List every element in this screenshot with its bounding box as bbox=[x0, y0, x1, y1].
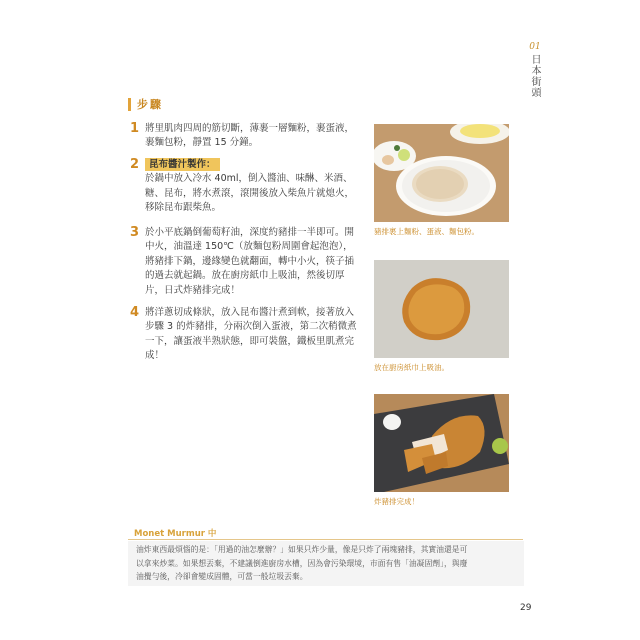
murmur-line-3: 油攪勻後，冷卻會變成固體，可當一般垃圾丟棄。 bbox=[136, 572, 308, 582]
chapter-header bbox=[528, 42, 542, 98]
section-accent-bar bbox=[128, 98, 131, 111]
step-number: 3 bbox=[130, 225, 140, 240]
photo-breading bbox=[374, 124, 509, 222]
photo-caption: 放在廚房紙巾上吸油。 bbox=[374, 363, 449, 372]
murmur-divider bbox=[128, 539, 523, 540]
section-heading bbox=[128, 96, 163, 112]
step-text: 於鍋中放入冷水 40ml，倒入醬油、味醂、米酒、糖、昆布，將水煮滾，滾開後放入柴魚片就熄火，移除昆布跟柴魚。 bbox=[145, 173, 355, 214]
step-subtitle: 昆布醬汁製作： bbox=[145, 158, 220, 171]
step-number: 1 bbox=[130, 121, 140, 136]
step-number: 4 bbox=[130, 305, 140, 320]
page-number: 29 bbox=[520, 603, 532, 613]
step-4 bbox=[130, 306, 360, 364]
chapter-title: 日本街頭 bbox=[529, 54, 540, 98]
step-number: 2 bbox=[130, 157, 140, 172]
murmur-line-1: 油炸東西最煩惱的是：「用過的油怎麼辦？」如果只炸少量，像是只炸了兩塊豬排，其實油還是可 bbox=[136, 545, 468, 554]
chapter-number: 01 bbox=[529, 42, 541, 52]
step-text: 將里肌肉四周的筋切斷，薄裹一層麵粉，裹蛋液，裹麵包粉，靜置 15 分鐘。 bbox=[145, 123, 355, 149]
step-text: 將洋蔥切成條狀，放入昆布醬汁煮到軟，接著放入步驟 3 的炸豬排，分兩次倒入蛋液，第二次稍微煮一下，讓蛋液半熟狀態，即可裝盤，鐵板里肌煮完成！ bbox=[145, 307, 357, 362]
photo-draining bbox=[374, 260, 509, 358]
murmur-box bbox=[128, 541, 524, 586]
photo-caption: 炸豬排完成！ bbox=[374, 497, 419, 506]
section-title: 步驟 bbox=[137, 98, 163, 111]
step-text: 於小平底鍋倒葡萄籽油，深度約豬排一半即可。開中火，油溫達 150℃（放麵包粉周圍會起泡泡），將豬排下鍋，邊緣變色就翻面，轉中小火，筷子插的過去就起鍋。放在廚房紙巾上吸油，然後切厚片，日式炸豬排完成！ bbox=[145, 227, 355, 296]
photo-finished bbox=[374, 394, 509, 492]
murmur-line-2: 以拿來炒菜。如果想丟棄，不建議倒進廚房水槽，因為會污染環境，市面有售「油凝固劑」，與廢 bbox=[136, 558, 468, 568]
step-3 bbox=[130, 226, 360, 298]
murmur-title: Monet Murmur 中 bbox=[134, 529, 217, 539]
step-1 bbox=[130, 122, 360, 151]
photo-caption: 豬排裹上麵粉、蛋液、麵包粉。 bbox=[374, 227, 479, 236]
step-2 bbox=[130, 158, 360, 216]
